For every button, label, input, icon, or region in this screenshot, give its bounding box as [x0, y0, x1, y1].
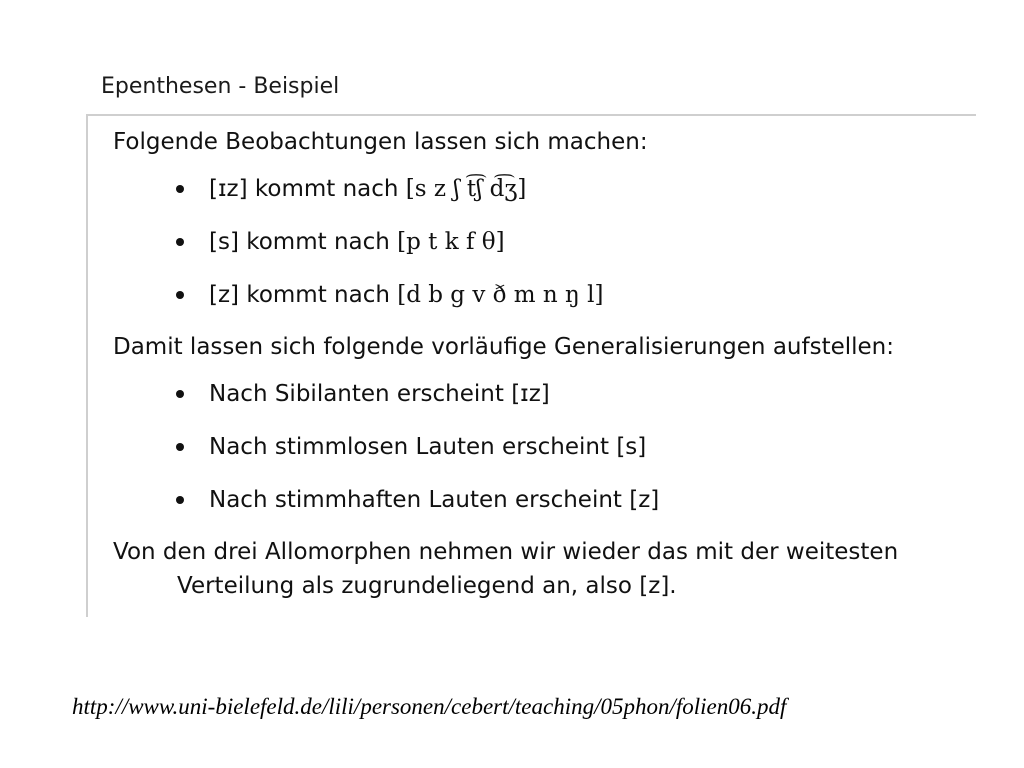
observation-item	[209, 228, 505, 256]
ipa-segments: [d b g v ð m n ŋ l]	[397, 282, 604, 308]
bullet-dot	[176, 238, 184, 246]
slide-title: Epenthesen - Beispiel	[101, 74, 340, 99]
bullet-dot	[176, 443, 184, 451]
ipa-segments: [p t k f θ]	[397, 229, 505, 255]
observation-item	[209, 175, 526, 203]
generalization-item: Nach Sibilanten erscheint [ɪz]	[209, 381, 550, 407]
observation-text: [ɪz] kommt nach	[209, 176, 406, 202]
ipa-segments: [s z ʃ t͡ʃ d͡ʒ]	[405, 176, 527, 202]
observation-text: [s] kommt nach	[209, 229, 398, 255]
paragraph-conclusion-line2: Verteilung als zugrundeliegend an, also [z].	[177, 573, 677, 599]
generalization-item: Nach stimmlosen Lauten erscheint [s]	[209, 434, 647, 460]
bullet-dot	[176, 496, 184, 504]
bullet-dot	[176, 390, 184, 398]
paragraph-observations: Folgende Beobachtungen lassen sich machen:	[113, 129, 648, 155]
source-url: http://www.uni-bielefeld.de/lili/personen/cebert/teaching/05phon/folien06.pdf	[72, 694, 787, 719]
frame-top-border	[86, 114, 976, 116]
observation-item	[209, 281, 604, 309]
paragraph-generalizations: Damit lassen sich folgende vorläufige Generalisierungen aufstellen:	[113, 334, 895, 360]
generalization-item: Nach stimmhaften Lauten erscheint [z]	[209, 487, 660, 513]
paragraph-conclusion-line1: Von den drei Allomorphen nehmen wir wieder das mit der weitesten	[113, 539, 899, 565]
frame-left-border	[86, 114, 88, 617]
observation-text: [z] kommt nach	[209, 282, 398, 308]
bullet-dot	[176, 185, 184, 193]
bullet-dot	[176, 291, 184, 299]
